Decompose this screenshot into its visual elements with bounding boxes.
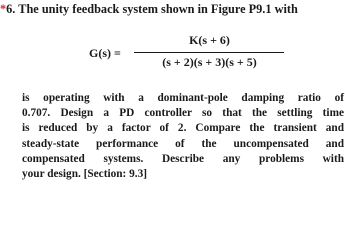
body-line: 0.707. Design a PD controller so that the settling time bbox=[22, 107, 344, 120]
equation-denominator: (s + 2)(s + 3)(s + 5) bbox=[162, 55, 257, 69]
problem-heading bbox=[0, 2, 298, 17]
body-line: is reduced by a factor of 2. Compare the transient and bbox=[22, 122, 344, 135]
problem-intro: The unity feedback system shown in Figure P9.1 with bbox=[18, 2, 298, 16]
problem-marker: * bbox=[0, 2, 7, 16]
body-line: steady-state performance of the uncompensated and bbox=[22, 137, 344, 150]
equation-lhs: G(s) = bbox=[89, 46, 121, 60]
body-line: your design. [Section: 9.3] bbox=[22, 168, 147, 181]
body-line: is operating with a dominant-pole damping ratio of bbox=[22, 92, 344, 104]
body-line: compensated systems. Describe any problems with bbox=[22, 152, 344, 165]
fraction-bar bbox=[134, 52, 284, 53]
problem-number: 6. bbox=[6, 2, 16, 16]
problem-body bbox=[22, 91, 344, 182]
equation-numerator: K(s + 6) bbox=[189, 33, 230, 47]
